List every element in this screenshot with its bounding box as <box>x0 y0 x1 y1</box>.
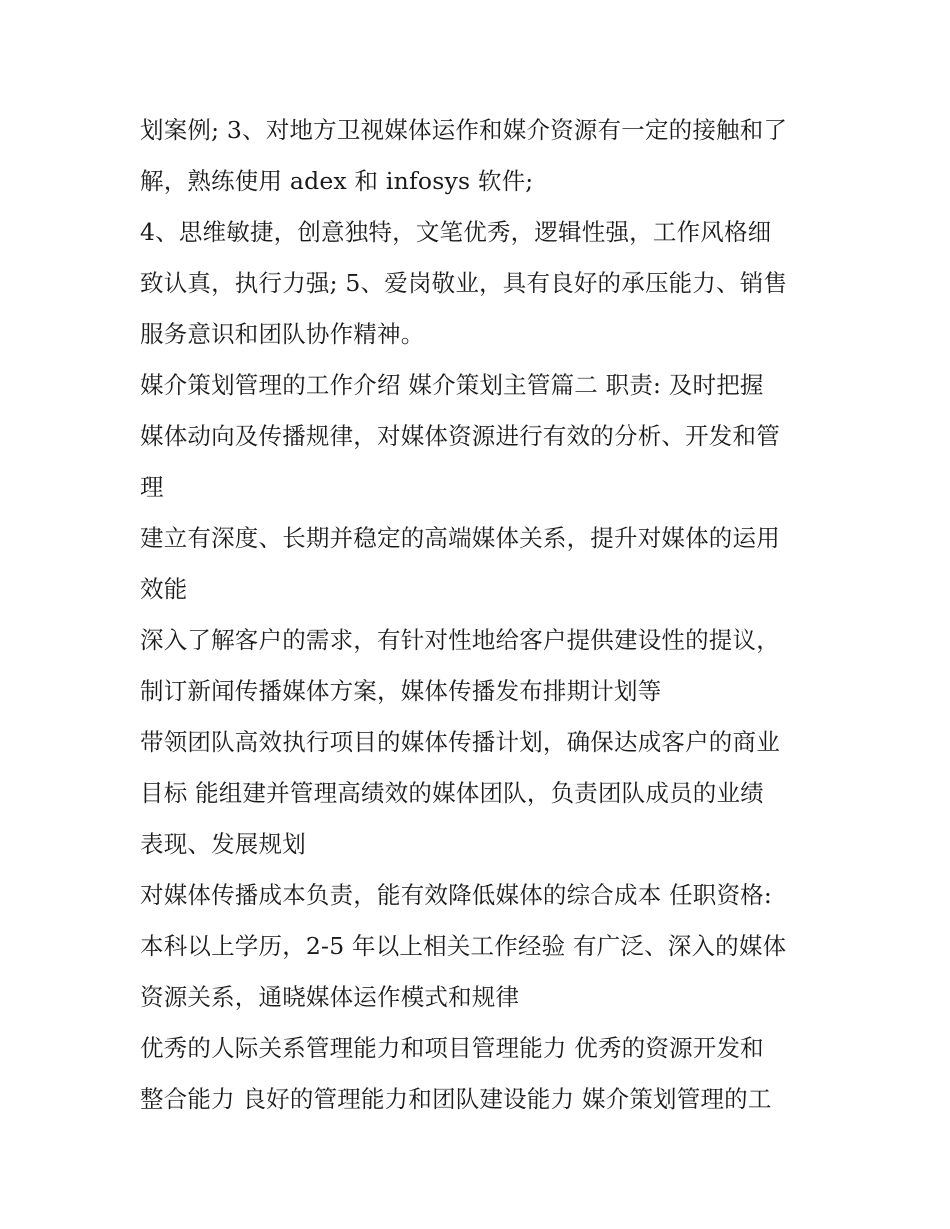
text-line: 表现、发展规划 <box>140 830 306 858</box>
text-line: 制订新闻传播媒体方案，媒体传播发布排期计划等 <box>140 677 662 705</box>
text-line: 服务意识和团队协作精神。 <box>140 320 425 348</box>
text-line: 媒体动向及传播规律，对媒体资源进行有效的分析、开发和管 <box>140 422 780 450</box>
text-line: 目标 能组建并管理高绩效的媒体团队，负责团队成员的业绩 <box>140 779 764 807</box>
text-line: 对媒体传播成本负责，能有效降低媒体的综合成本 任职资格: <box>140 881 772 909</box>
text-line: 媒介策划管理的工作介绍 媒介策划主管篇二 职责: 及时把握 <box>140 371 764 399</box>
text-line: 效能 <box>140 575 188 603</box>
text-line: 资源关系，通晓媒体运作模式和规律 <box>140 983 520 1011</box>
text-line: 深入了解客户的需求，有针对性地给客户提供建设性的提议， <box>140 626 780 654</box>
text-line: 建立有深度、长期并稳定的高端媒体关系，提升对媒体的运用 <box>140 524 780 552</box>
document-body <box>140 108 830 1128</box>
text-line: 理 <box>140 473 164 501</box>
text-line: 划案例; 3、对地方卫视媒体运作和媒介资源有一定的接触和了 <box>140 116 788 144</box>
text-line: 带领团队高效执行项目的媒体传播计划，确保达成客户的商业 <box>140 728 780 756</box>
text-line: 整合能力 良好的管理能力和团队建设能力 媒介策划管理的工 <box>140 1085 772 1113</box>
text-line: 本科以上学历，2-5 年以上相关工作经验 有广泛、深入的媒体 <box>140 932 787 960</box>
text-line: 致认真，执行力强; 5、爱岗敬业，具有良好的承压能力、销售 <box>140 269 788 297</box>
text-line: 4、思维敏捷，创意独特，文笔优秀，逻辑性强，工作风格细 <box>140 218 772 246</box>
text-line: 优秀的人际关系管理能力和项目管理能力 优秀的资源开发和 <box>140 1034 764 1062</box>
text-line: 解，熟练使用 adex 和 infosys 软件; <box>140 167 534 195</box>
